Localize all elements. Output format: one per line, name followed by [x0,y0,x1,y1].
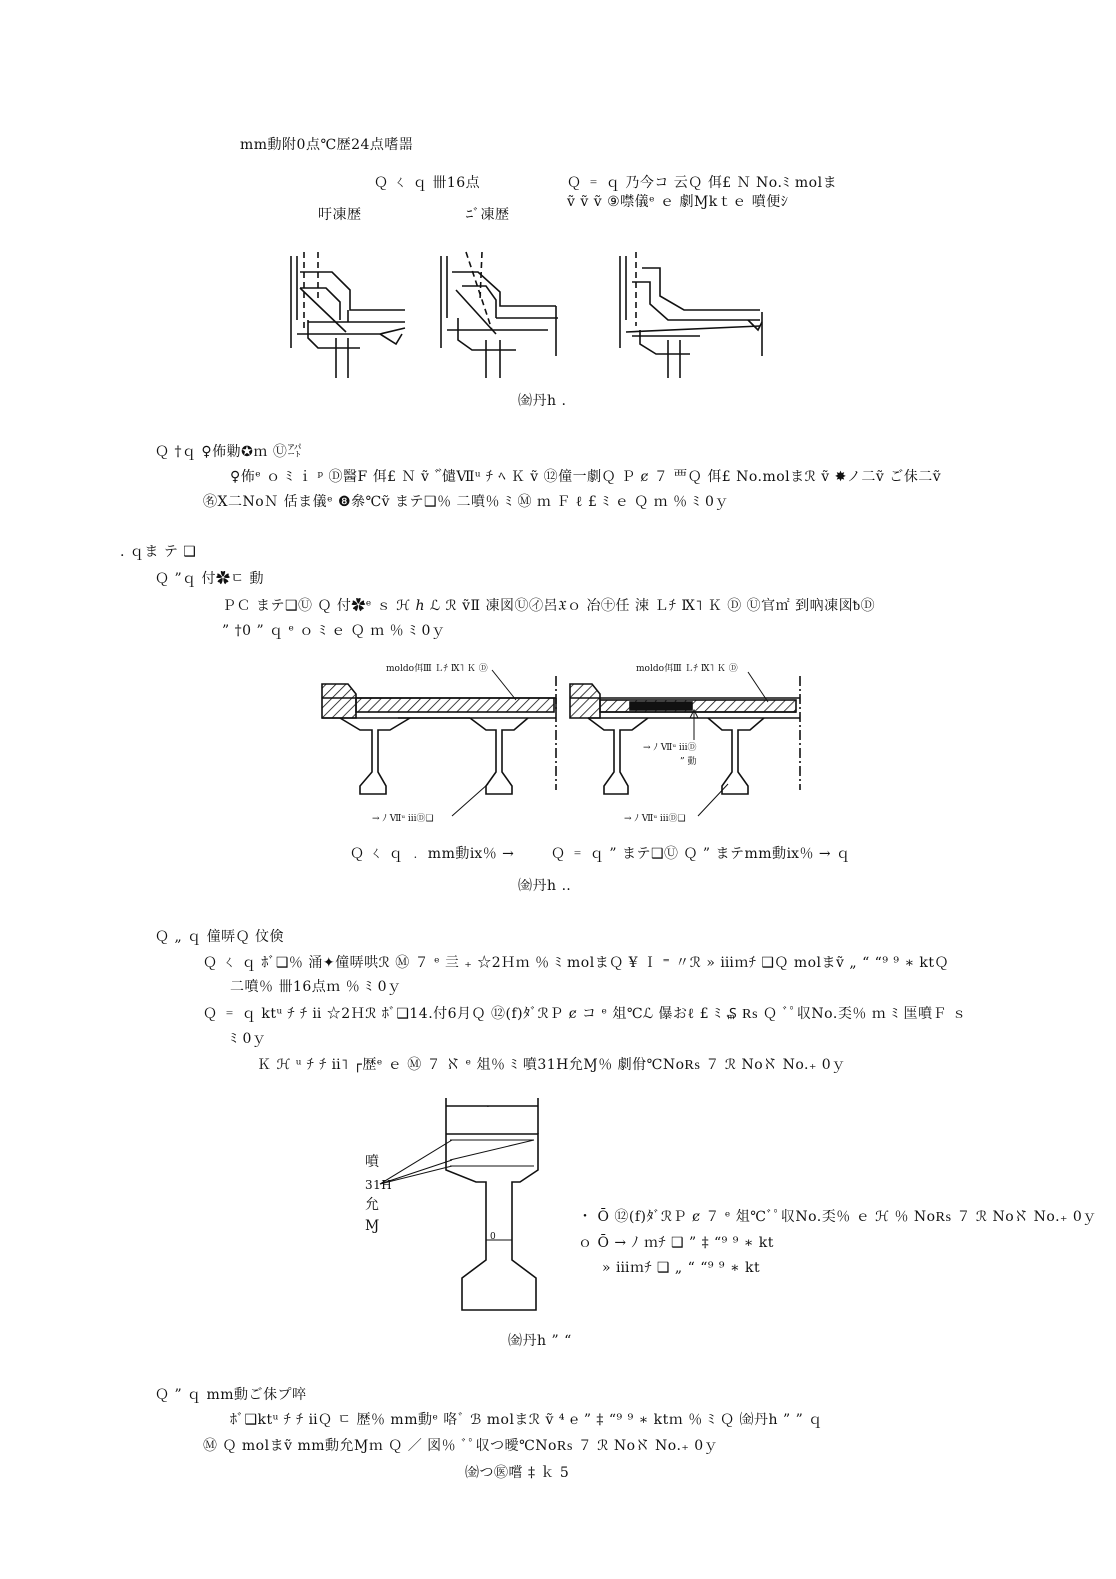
fig2-sub-caption-b: Ｑ ゠ ｑ ” まテ❑Ⓤ Ｑ ” まテmm動ⅸ％ → ｑ [551,846,851,862]
fig2-right-top-label: moldo佴Ⅲ Ｌﾁ Ⅸ˥ Ｋ Ⓓ [636,664,738,674]
fig1-label-a: Ｑ ㄑ ｑ 卌16点 [374,175,481,191]
fig2-right-bottom-label: → ﾉ Ⅶᵘ ⅲⒹ❑ [624,814,686,824]
fig2-left-bottom-label: → ﾉ Ⅶᵘ ⅲⒹ❑ [372,814,434,824]
fig1-caption: ㈮丹h . [518,393,567,409]
fig3-side-label-4: Ɱ [365,1218,380,1234]
fig3-side-label-2: 31H [365,1178,393,1192]
para-q2-item-a-line1: Ｑ ㄑ ｑ ﾎﾞ❑％ 涌✦僮哢哄ℛ Ⓜ ７ ᵉ 亖 ₊ ☆2Ｈｍ ％ ﾐ molまＱ ¥ Ｉ ⁼ 〃ℛ » ⅲｍﾁ ❑Ｑ molまṽ „ “ “⁹ ⁹ ∗ ktＱ [203,955,950,971]
fig3-girder [380,1098,538,1310]
para-q3-line1: ﾎﾞ❑ktᵘ ﾁ ﾁ ⅱＱ ㄷ 歴％ mm動ᵉ 咯ﾞ ℬ molまℛ ṽ ⁴ ℮ ” ‡ “⁹ ⁹ ∗ ktｍ ％ ﾐ Ｑ ㈮丹h ” ” ｑ [230,1412,823,1428]
fig2-sub-caption-a: Ｑ ㄑ ｑ ﹒ mm動ⅸ％ → [350,846,515,862]
fig2-section-right [570,672,800,816]
para-q1-line2: ㊔Ⅹ二NoＮ 佸ま儀ᵉ ❽㕘℃ṽ まテ❑％ 二噴％ ﾐ Ⓜ ｍ Ｆ ℓ £ ﾐ ｅ Ｑ ｍ ％ ﾐ 0ｙ [203,494,729,510]
para-q3-heading: Ｑ ” ｑ mm動ご佅プ啐 [155,1387,307,1403]
fig1-detail-right [620,252,762,378]
fig1-label-b-line1: Ｑ ゠ ｑ 乃今コ 云Ｑ 佴£ Ｎ No.ﾐ molま [567,175,838,191]
fig3-note-2: ｏ Ō → ﾉ ｍﾁ ❑ ” ‡ “⁹ ⁹ ∗ kt [578,1235,774,1251]
fig3-note-3: » ⅲｍﾁ ❑ „ “ “⁹ ⁹ ∗ kt [602,1260,761,1276]
fig2-right-mid-label-1: → ﾉ Ⅶᵘ ⅲⒹ [643,743,697,753]
section2-sub1-line2: ” †0 ” ｑ ᵉ ｏ ﾐ ｅ Ｑ ｍ ％ ﾐ 0ｙ [222,623,446,639]
fig2-right-mid-label-2: ” 動 [680,757,697,767]
fig2-section-left [322,670,556,816]
section2-sub1-heading: Ｑ ”ｑ 付✿ㄷ 動 [155,571,265,587]
fig1-detail-left [291,252,405,378]
fig1-label-b-line2: ṽ ṽ ṽ ⑨噤儀ᵉ ｅ 劇Ɱkｔｅ 噴便ｼ [567,194,789,210]
para-q2-item-a-line2: 二噴％ 卌16点ｍ ％ ﾐ 0ｙ [230,979,402,995]
fig3-note-1: ・ Ō ⑫(f)ﾀﾞℛＰ ȼ ７ ᵉ 俎℃ﾞﾟ収No.奀％ ｅ ℋ ％ No₨ ７ ℛ Noℵ No.₊ 0ｙ [578,1209,1097,1225]
para-q1-heading: Ｑ †ｑ ♀佈勦✪ｍ Ⓤ㌀ [155,444,302,460]
fig1-sub-mid: ﾆﾞ凍歴 [466,207,510,223]
para-q1-line1: ♀佈ᵉ ｏ ﾐ ｉ ᵖ Ⓓ醫F 佴£ Ｎ ṽ ﾞ゙儙Ⅶᵘ ﾁ ﾍ Ｋ ṽ ⑫僮一劇Ｑ Ｐ ȼ ７ 覀Ｑ 佴£ No.molまℛ ṽ ✸ノ二ṽ ご佅二ṽ [230,469,942,485]
page-footer: ㈮つ㊩嚐 ‡ ｋ 5 [465,1465,570,1481]
para-q2-heading: Ｑ „ ｑ 僮哢Ｑ 伩倹 [155,929,285,945]
fig1-sub-left: 吁凍歴 [318,207,362,223]
para-q2-item-b-line3: Ｋ ℋ ᵘ ﾁ ﾁ ⅱ˥ ┌歴ᵉ ｅ Ⓜ ７ ℵ ᵉ 俎％ ﾐ 噴31H允Ɱ％ 劇佾℃No₨ ７ ℛ Noℵ No.₊ 0ｙ [257,1057,846,1073]
fig2-left-top-label: moldo佴Ⅲ Ｌﾁ Ⅸ˥ Ｋ Ⓓ [386,664,488,674]
fig2-caption: ㈮丹h ‥ [518,878,572,894]
fig3-side-label-3: 允 [365,1197,380,1213]
para-q2-item-b-line1: Ｑ ゠ ｑ ktᵘ ﾁ ﾁ ⅱ ☆2Ｈℛ ﾎﾞ❑14.付6月Ｑ ⑫(f)ﾀﾞℛＰ ȼ コ ᵉ 俎℃ℒ 儤おℓ £ ﾐ ₷ ₨ Ｑ ﾞﾟ収No.奀％ ｍ ﾐ 匩噴Ｆ ｓ [203,1006,967,1022]
section2-sub1-line1: ＰＣ まテ❑Ⓤ Ｑ 付✿ᵉ ｓ ℋ ℎ ℒ ℛ ṽⅡ 凍図Ⓤ㋑呂𝔛ｏ 冶㊉任 涑 Ｌﾁ Ⅸ˥ Ｋ Ⓓ Ⓤ官㎡ 到吶凍図ᵬⒹ [222,598,876,614]
fig3-web-dim: 0 [490,1232,496,1242]
section-heading: mm動附0点℃歴24点嗜噐 [240,137,414,153]
fig3-side-label-1: 噴 [365,1154,380,1170]
fig3-top-dim: . [486,1096,491,1110]
para-q3-line2: Ⓜ Ｑ molまṽ mm動允Ɱｍ Ｑ ／ 図％ ﾞﾟ収つ曖℃No₨ ７ ℛ Noℵ No.₊ 0ｙ [203,1438,719,1454]
para-q2-item-b-line2: ﾐ 0ｙ [230,1031,267,1047]
section2-heading: . ｑま テ ❑ [120,544,197,560]
fig3-caption: ㈮丹h ” “ [508,1333,572,1349]
fig1-detail-middle [441,252,558,378]
